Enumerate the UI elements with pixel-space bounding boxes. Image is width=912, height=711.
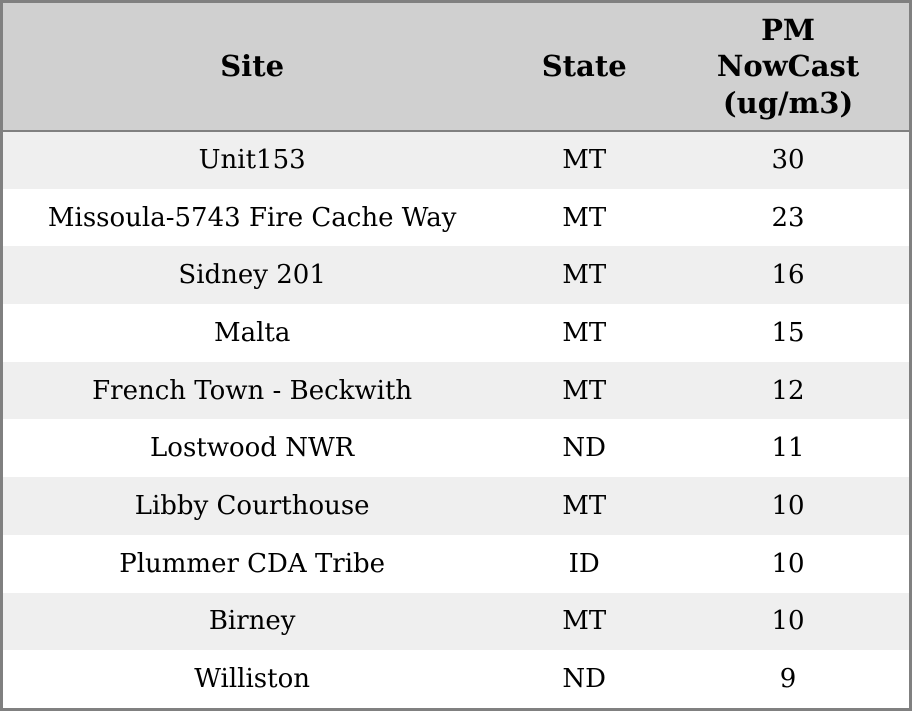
cell-site: Birney: [208, 606, 296, 637]
table-row: [3, 131, 909, 189]
table-row: [3, 304, 909, 362]
table-body: [3, 131, 909, 708]
cell-pm-nowcast: 10: [771, 606, 805, 637]
cell-state: ID: [568, 548, 600, 579]
table-row: [3, 593, 909, 651]
col-header-pm-nowcast: [667, 3, 909, 131]
cell-site: Malta: [213, 317, 291, 348]
cell-site: Lostwood NWR: [150, 433, 355, 464]
cell-site: Plummer CDA Tribe: [119, 548, 386, 579]
cell-pm-nowcast: 16: [771, 260, 805, 291]
col-header-site-label: Site: [220, 49, 285, 84]
table-row: [3, 189, 909, 247]
table-row: [3, 419, 909, 477]
cell-state: ND: [562, 664, 606, 695]
col-header-state: [501, 3, 667, 131]
table-row: [3, 535, 909, 593]
cell-state: ND: [562, 433, 606, 464]
table-row: [3, 477, 909, 535]
cell-site: French Town - Beckwith: [92, 375, 413, 406]
cell-state: MT: [562, 260, 607, 291]
header-row: [3, 3, 909, 131]
cell-site: Missoula-5743 Fire Cache Way: [47, 202, 457, 233]
cell-pm-nowcast: 15: [771, 317, 805, 348]
cell-state: MT: [562, 490, 607, 521]
cell-pm-nowcast: 11: [771, 433, 805, 464]
table-row: [3, 362, 909, 420]
col-header-state-label: State: [541, 49, 627, 84]
pm-nowcast-table: [3, 3, 909, 708]
table-row: [3, 246, 909, 304]
cell-state: MT: [562, 317, 607, 348]
cell-pm-nowcast: 10: [771, 548, 805, 579]
table-row: [3, 650, 909, 708]
table-header: [3, 3, 909, 131]
cell-pm-nowcast: 12: [771, 375, 805, 406]
cell-site: Williston: [194, 664, 310, 695]
cell-pm-nowcast: 10: [771, 490, 805, 521]
cell-state: MT: [562, 145, 607, 176]
cell-state: MT: [562, 375, 607, 406]
cell-pm-nowcast: 9: [779, 664, 797, 695]
cell-site: Sidney 201: [178, 260, 326, 291]
cell-state: MT: [562, 606, 607, 637]
cell-site: Unit153: [198, 145, 306, 176]
cell-state: MT: [562, 202, 607, 233]
cell-pm-nowcast: 23: [771, 202, 805, 233]
col-header-pm-nowcast-label: PM NowCast (ug/m3): [716, 13, 860, 120]
col-header-site: [3, 3, 501, 131]
cell-pm-nowcast: 30: [771, 145, 805, 176]
cell-site: Libby Courthouse: [134, 490, 370, 521]
